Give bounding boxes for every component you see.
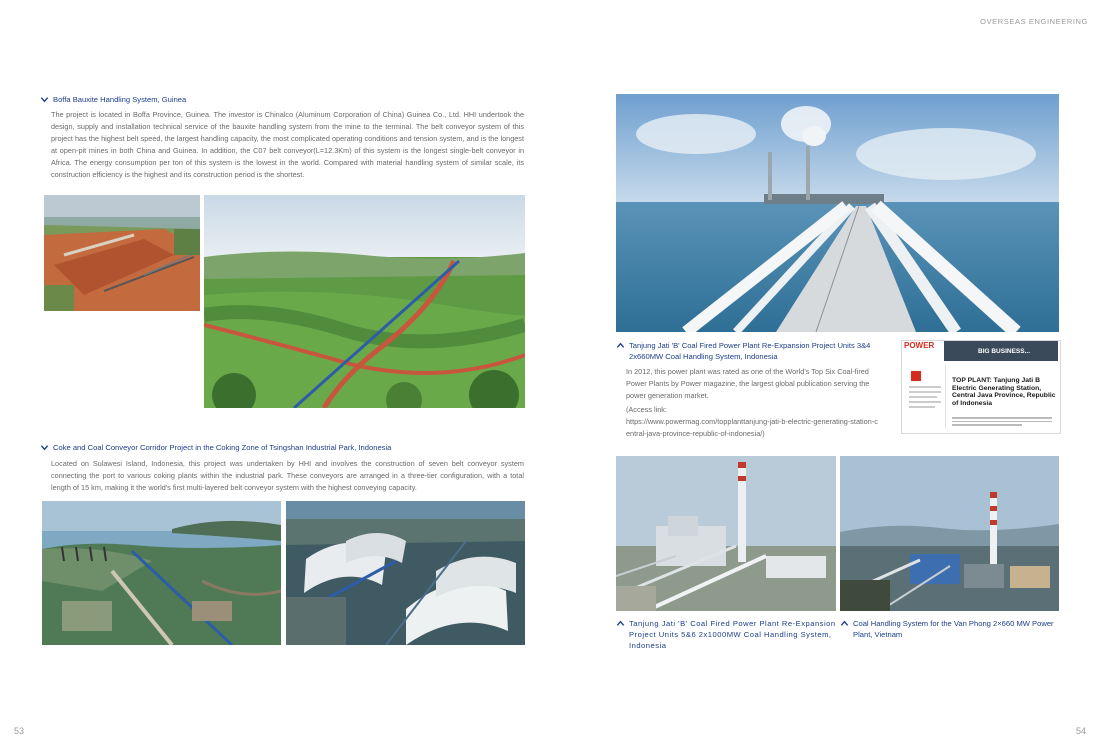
tanjung34-caption-block — [616, 340, 882, 362]
page-number-left: 53 — [14, 726, 25, 736]
chevron-down-icon — [40, 95, 49, 104]
boffa-description: The project is located in Boffa Province, Guinea. The investor is Chinalco (Aluminum Corporation of China) Guinea Co., Ltd. HHI undertook the design, supply and installation technical service of the bauxite handling system from the mine to the terminal. The belt conveyor system of this project has the highest belt speed, the largest handling capacity, the most complicated operating conditions and tension system, and is the longest at open-pit mines in both China and Guinea. In addition, the C07 belt conveyor(L=12.3Km) of this system is the longest single-belt conveyor in Africa. The energy consumption per ton of this system is the lowest in the world. Compared with material handling system of similar scale, its construction efficiency is the highest and its construction period is the shortest. — [51, 110, 524, 180]
tanjung56-caption-block — [616, 618, 838, 651]
coke-coastal-photo — [42, 501, 281, 645]
magazine-body-lines — [952, 417, 1052, 426]
vanphong-caption-block — [840, 618, 1059, 640]
coke-section-title — [40, 442, 530, 453]
magazine-logo-icon — [911, 371, 921, 381]
page-number-right: 54 — [1075, 726, 1086, 736]
magazine-banner — [944, 341, 1058, 361]
magazine-sidebar — [905, 365, 946, 429]
access-link-block — [626, 404, 881, 440]
magazine-brand: POWER — [904, 341, 935, 350]
magazine-banner-text: BIG BUSINESS... — [978, 348, 1031, 355]
magazine-headline: TOP PLANT: Tanjung Jati B Electric Generating Station, Central Java Province, Republic of Indonesia — [952, 377, 1056, 407]
chevron-up-icon — [840, 619, 849, 628]
chevron-up-icon — [616, 341, 625, 350]
running-header: OVERSEAS ENGINEERING — [980, 17, 1088, 26]
boffa-title: Boffa Bauxite Handling System, Guinea — [53, 95, 187, 104]
boffa-section-title — [40, 94, 530, 105]
power-magazine-clipping — [901, 340, 1061, 434]
vanphong-plant-photo — [840, 456, 1059, 611]
tanjung56-caption: Tanjung Jati 'B' Coal Fired Power Plant Re-Expansion Project Units 5&6 2x1000MW Coal Handling System, Indonesia — [629, 619, 836, 650]
tanjung34-description: In 2012, this power plant was rated as one of the World's Top Six Coal-fired Power Plants by Power magazine, the largest global publication serving the power generation market. — [626, 367, 870, 401]
tanjung56-plant-photo — [616, 456, 836, 611]
access-link-url[interactable]: https://www.powermag.com/topplanttanjung-jati-b-electric-generating-station-central-java-province-republic-of-indonesia/) — [626, 417, 878, 438]
access-link-label: (Access link: — [626, 405, 667, 414]
coke-storage-shed-photo — [286, 501, 525, 645]
vanphong-caption: Coal Handling System for the Van Phong 2×660 MW Power Plant, Vietnam — [853, 619, 1054, 639]
coke-description: Located on Sulawesi Island, Indonesia, this project was undertaken by HHI and involves the construction of seven belt conveyor system connecting the port to various coking plants within the industrial park. These conveyors are arranged in a three-tier configuration, with a total length of 15 km, making it the world's first multi-layered belt conveyor system with the highest conveying capacity. — [51, 459, 524, 493]
boffa-terminal-photo — [44, 195, 200, 311]
chevron-up-icon — [616, 619, 625, 628]
coke-title: Coke and Coal Conveyor Corridor Project in the Coking Zone of Tsingshan Industrial Park, Indonesia — [53, 443, 392, 452]
tanjung-jetty-photo — [616, 94, 1059, 332]
chevron-down-icon — [40, 443, 49, 452]
boffa-conveyor-photo — [204, 195, 525, 408]
tanjung34-caption: Tanjung Jati 'B' Coal Fired Power Plant Re-Expansion Project Units 3&4 2x660MW Coal Handling System, Indonesia — [629, 341, 871, 361]
